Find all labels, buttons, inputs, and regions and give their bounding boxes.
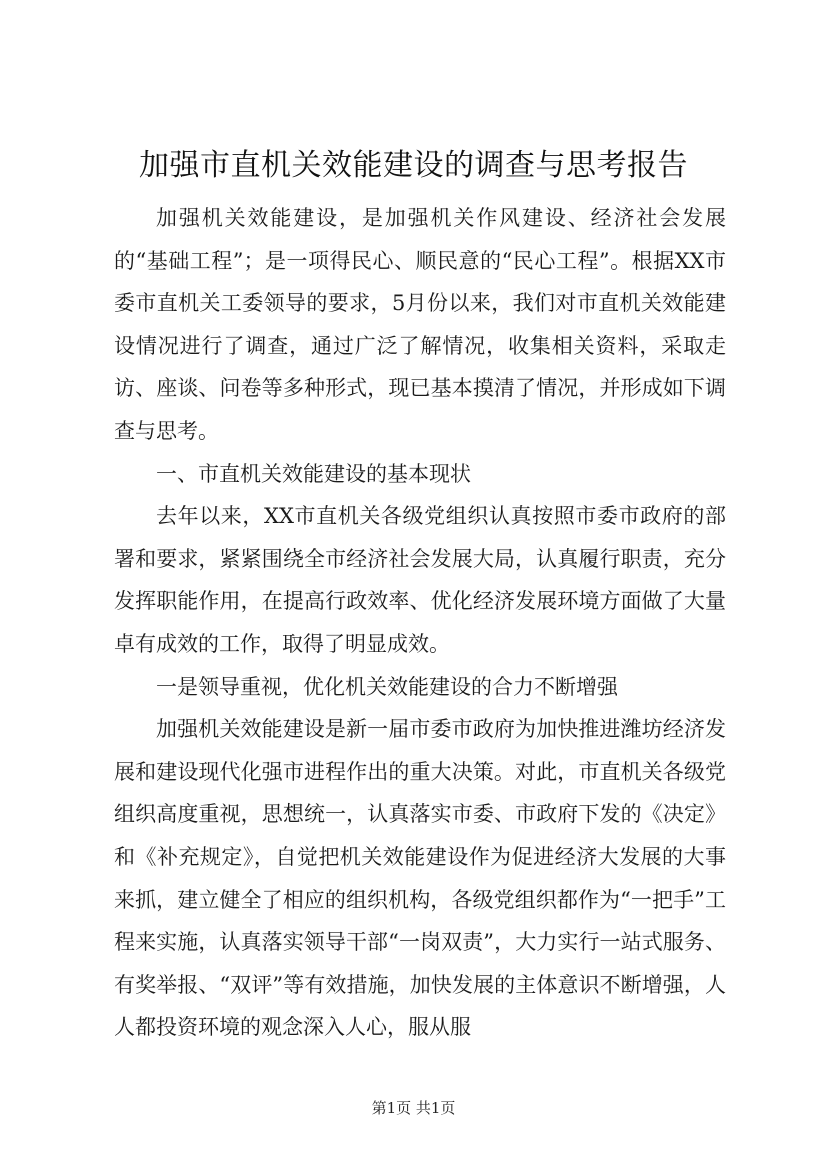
page-footer: 第1页 共1页: [371, 1099, 456, 1117]
paragraph-intro: 加强机关效能建设，是加强机关作风建设、经济社会发展的“基础工程”；是一项得民心、顺民意的“民心工程”。根据XX市委市直机关工委领导的要求，5月份以来，我们对市直机关效能建设情况进行了调查，通过广泛了解情况，收集相关资料，采取走访、座谈、问卷等多种形式，现已基本摸清了情况，并形成如下调查与思考。: [114, 206, 726, 443]
document-title: 加强市直机关效能建设的调查与思考报告: [139, 148, 688, 183]
section-heading-1: 一、市直机关效能建设的基本现状: [156, 461, 471, 486]
paragraph-status: 去年以来，XX市直机关各级党组织认真按照市委市政府的部署和要求，紧紧围绕全市经济社会发展大局，认真履行职责，充分发挥职能作用，在提高行政效率、优化经济发展环境方面做了大量卓有成效的工作，取得了明显成效。: [114, 504, 726, 656]
paragraph-leadership: 加强机关效能建设是新一届市委市政府为加快推进潍坊经济发展和建设现代化强市进程作出的重大决策。对此，市直机关各级党组织高度重视，思想统一，认真落实市委、市政府下发的《决定》和《补充规定》，自觉把机关效能建设作为促进经济大发展的大事来抓，建立健全了相应的组织机构，各级党组织都作为“一把手”工程来实施，认真落实领导干部“一岗双责”，大力实行一站式服务、有奖举报、“双评”等有效措施，加快发展的主体意识不断增强，人人都投资环境的观念深入人心，服从服: [114, 717, 726, 1040]
document-body: [114, 197, 726, 1049]
subheading-1: 一是领导重视，优化机关效能建设的合力不断增强: [156, 674, 618, 699]
